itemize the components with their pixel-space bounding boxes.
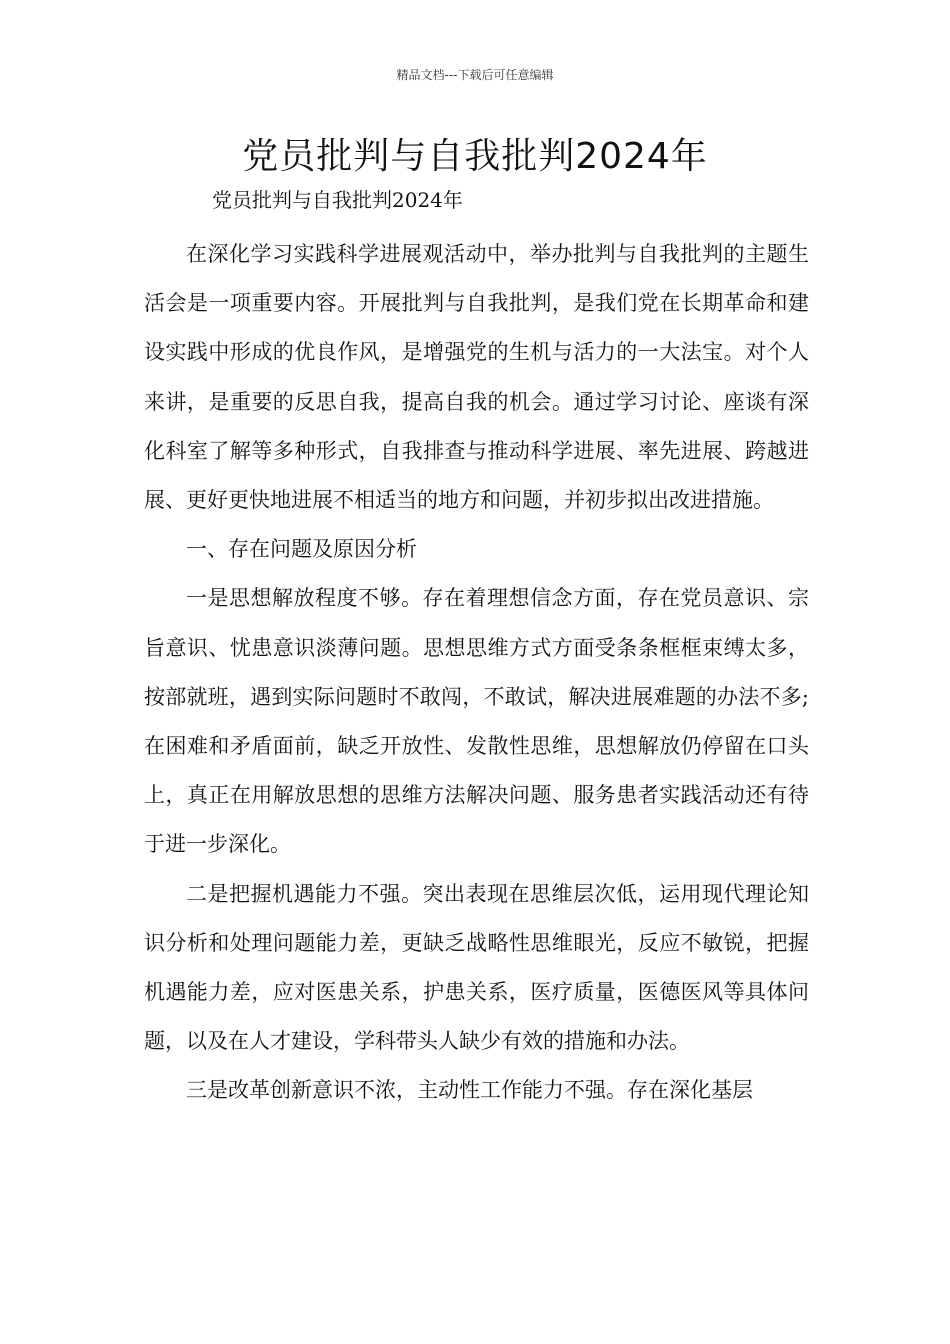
page-header: 精品文档---下载后可任意编辑 — [396, 68, 554, 82]
paragraph-point-three: 三是改革创新意识不浓，主动性工作能力不强。存在深化基层 — [186, 1078, 753, 1103]
document-subtitle: 党员批判与自我批判2024年 — [212, 188, 463, 212]
document-title: 党员批判与自我批判2024年 — [242, 136, 708, 177]
section-heading-problems: 一、存在问题及原因分析 — [186, 537, 417, 562]
document-body — [144, 230, 809, 1116]
paragraph-point-two: 二是把握机遇能力不强。突出表现在思维层次低，运用现代理论知识分析和处理问题能力差，更缺乏战略性思维眼光，反应不敏锐，把握机遇能力差，应对医患关系，护患关系，医疗质量，医德医风等具体问题，以及在人才建设，学科带头人缺少有效的措施和办法。 — [144, 881, 809, 1054]
paragraph-intro: 在深化学习实践科学进展观活动中，举办批判与自我批判的主题生活会是一项重要内容。开展批判与自我批判，是我们党在长期革命和建设实践中形成的优良作风，是增强党的生机与活力的一大法宝。对个人来讲，是重要的反思自我，提高自我的机会。通过学习讨论、座谈有深化科室了解等多种形式，自我排查与推动科学进展、率先进展、跨越进展、更好更快地进展不相适当的地方和问题，并初步拟出改进措施。 — [144, 242, 809, 513]
paragraph-point-one: 一是思想解放程度不够。存在着理想信念方面，存在党员意识、宗旨意识、忧患意识淡薄问题。思想思维方式方面受条条框框束缚太多，按部就班，遇到实际问题时不敢闯，不敢试，解决进展难题的办法不多;在困难和矛盾面前，缺乏开放性、发散性思维，思想解放仍停留在口头上，真正在用解放思想的思维方法解决问题、服务患者实践活动还有待于进一步深化。 — [144, 586, 809, 857]
